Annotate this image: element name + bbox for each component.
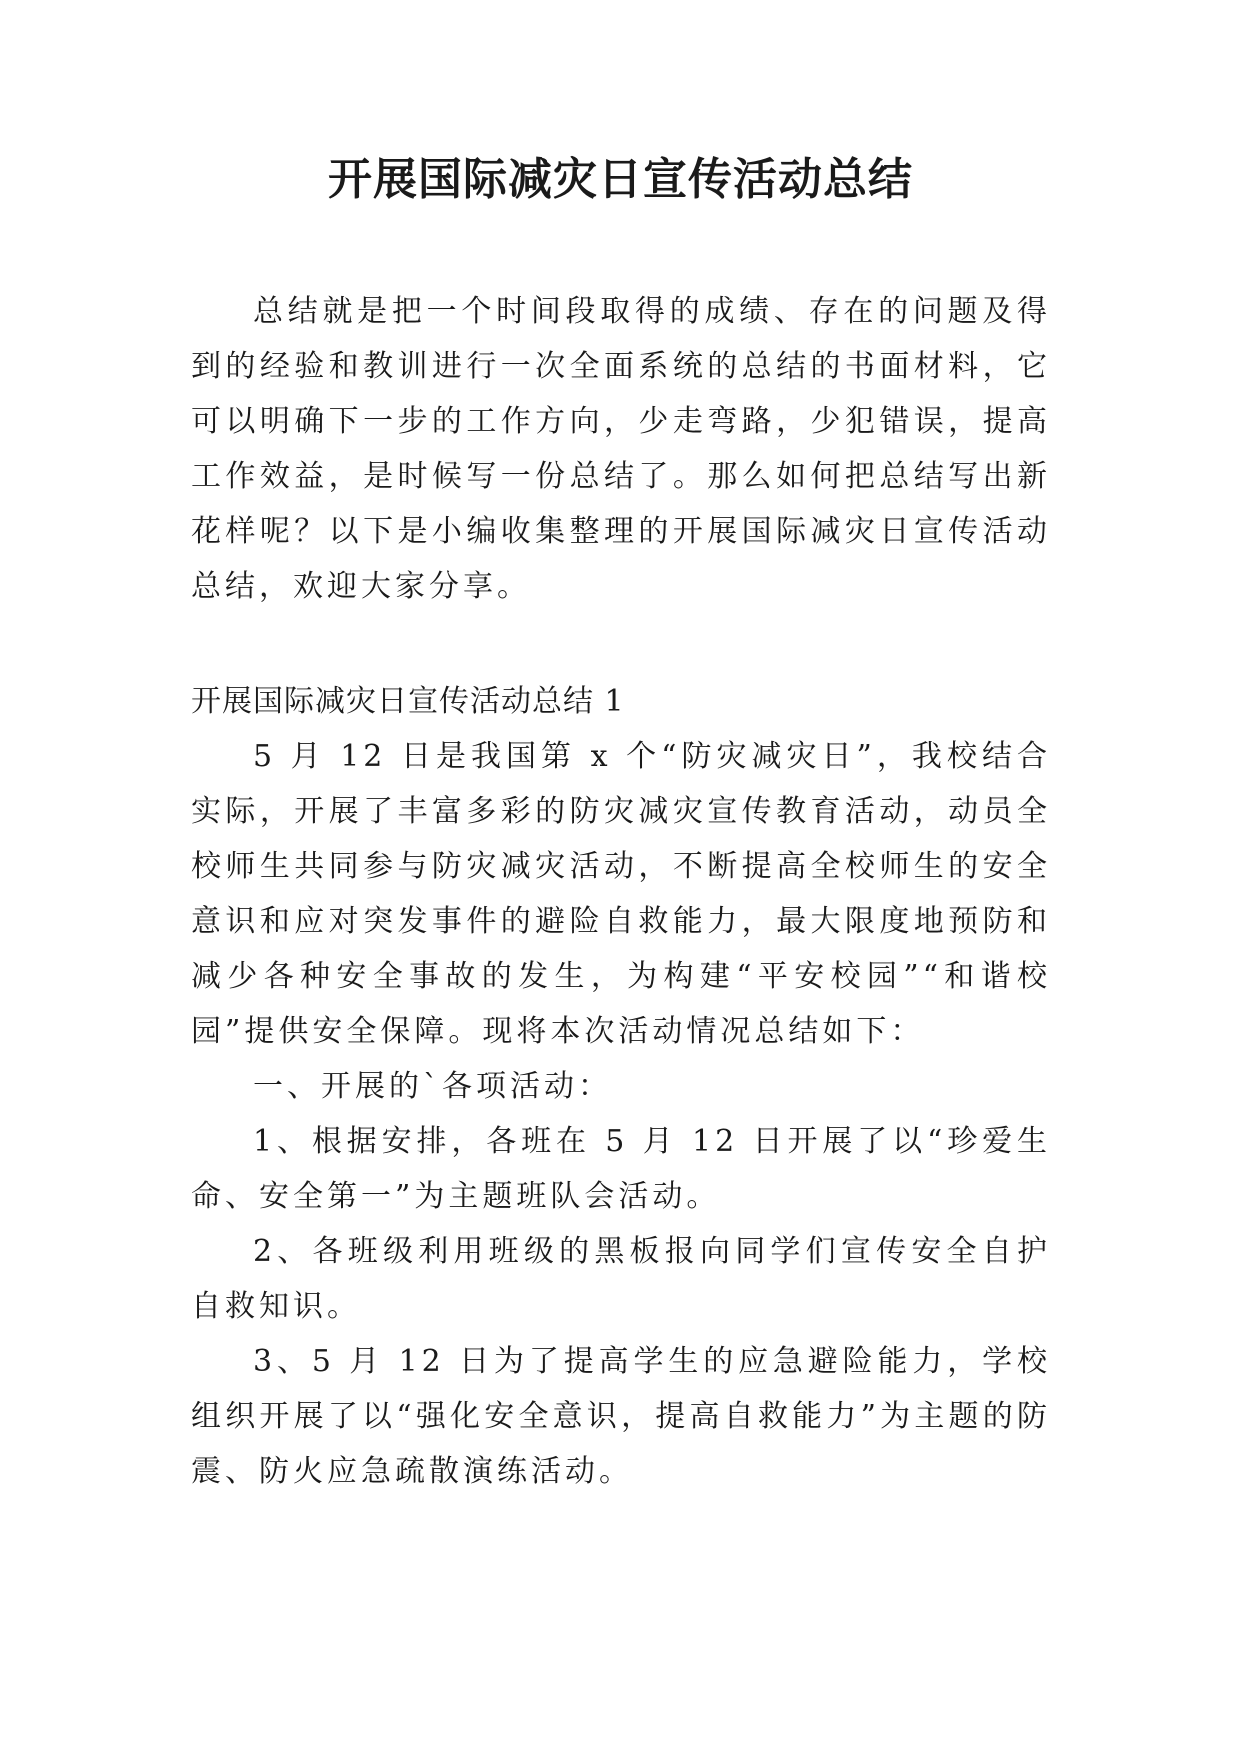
section-spacer [191, 614, 1051, 674]
intro-paragraph: 总结就是把一个时间段取得的成绩、存在的问题及得到的经验和教训进行一次全面系统的总结的书面材料，它可以明确下一步的工作方向，少走弯路，少犯错误，提高工作效益，是时候写一份总结了。那么如何把总结写出新花样呢？以下是小编收集整理的开展国际减灾日宣传活动总结，欢迎大家分享。 [191, 294, 1051, 604]
body-paragraph-3: 1、根据安排，各班在 5 月 12 日开展了以“珍爱生命、安全第一”为主题班队会活动。 [191, 1124, 1051, 1214]
body-paragraph-5: 3、5 月 12 日为了提高学生的应急避险能力，学校组织开展了以“强化安全意识，提高自救能力”为主题的防震、防火应急疏散演练活动。 [191, 1344, 1051, 1489]
document-body [191, 284, 1051, 1499]
body-paragraph-2: 一、开展的`各项活动： [253, 1069, 612, 1104]
document-title: 开展国际减灾日宣传活动总结 [328, 154, 913, 205]
section-title: 开展国际减灾日宣传活动总结 1 [191, 684, 625, 719]
body-paragraph-1: 5 月 12 日是我国第 x 个“防灾减灾日”，我校结合实际，开展了丰富多彩的防灾减灾宣传教育活动，动员全校师生共同参与防灾减灾活动，不断提高全校师生的安全意识和应对突发事件的避险自救能力，最大限度地预防和减少各种安全事故的发生，为构建“平安校园”“和谐校园”提供安全保障。现将本次活动情况总结如下： [191, 739, 1051, 1049]
body-paragraph-4: 2、各班级利用班级的黑板报向同学们宣传安全自护自救知识。 [191, 1234, 1051, 1324]
